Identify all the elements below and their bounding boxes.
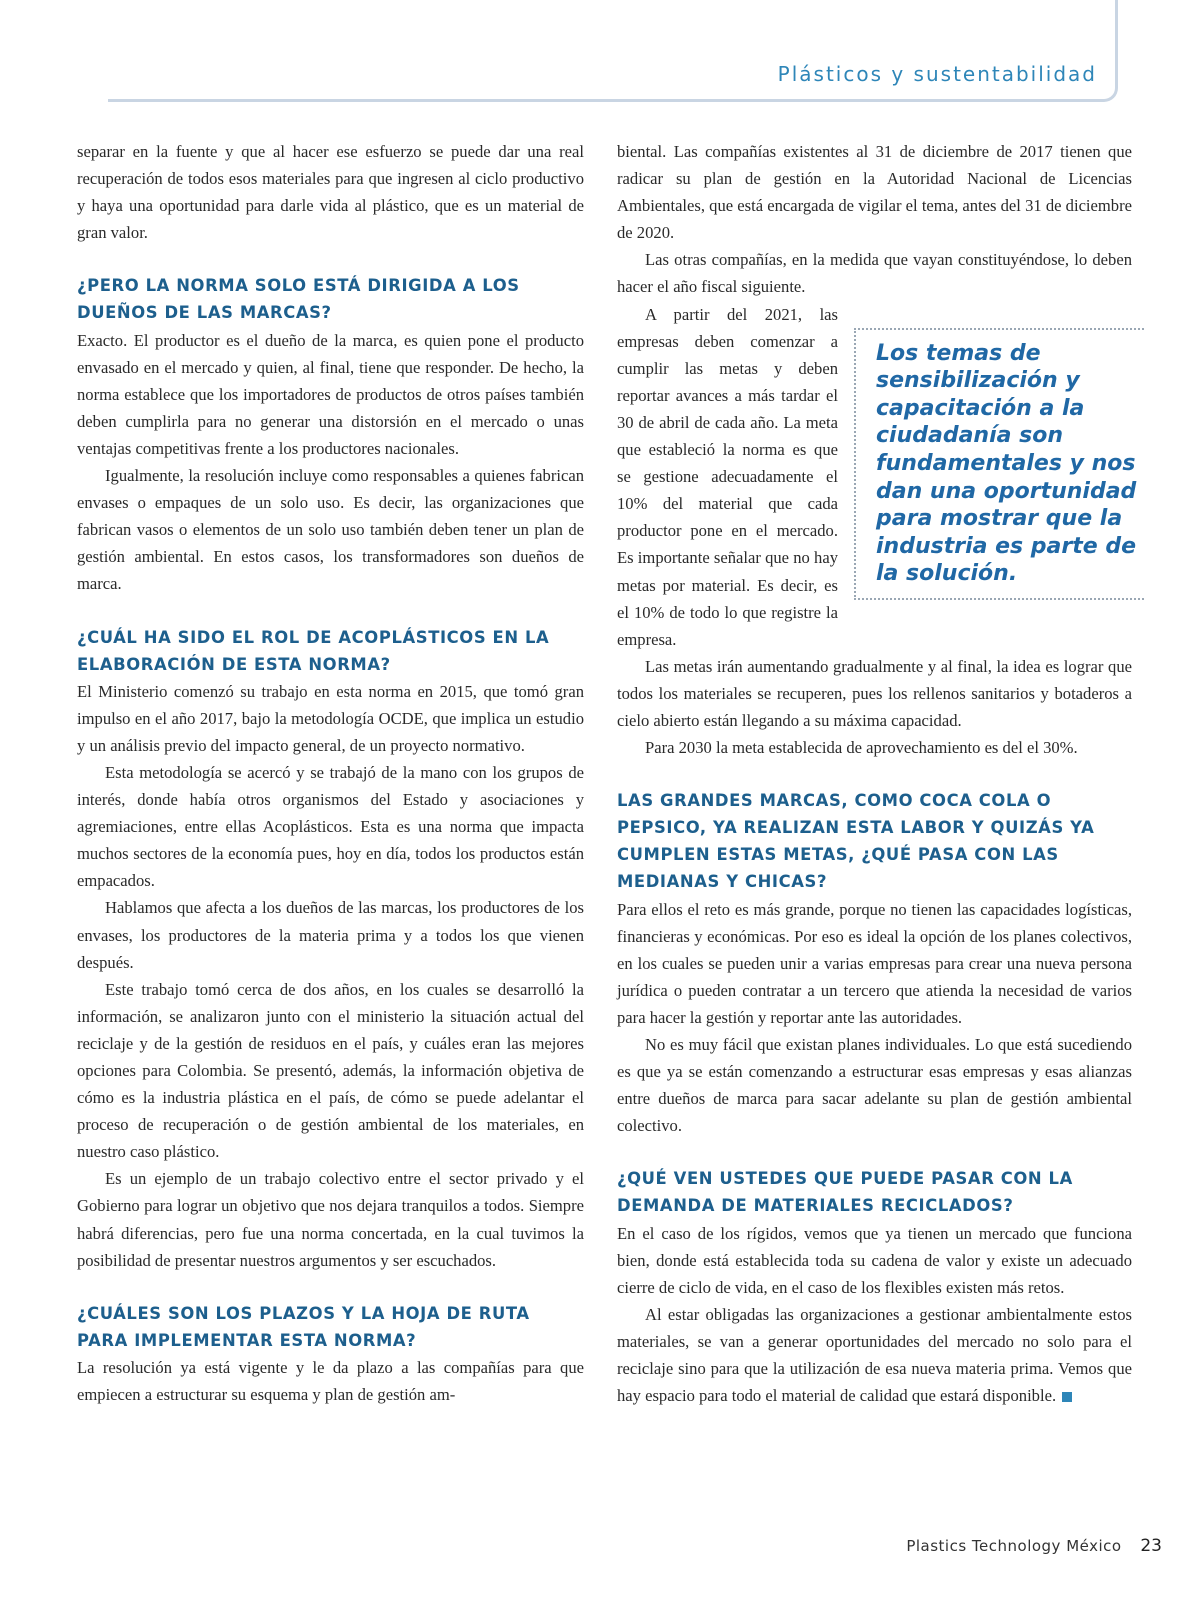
- paragraph: Esta metodología se acercó y se trabajó de la mano con los grupos de interés, donde había otros organismos del Estado y asociaciones y agremiaciones, entre ellas Acoplásticos. Esta es una norma que impacta muchos sectores de la economía pues, hoy en día, todos los productos están empacados.: [77, 762, 584, 891]
- left-column: [77, 138, 584, 1408]
- publication-name: Plastics Technology México: [906, 1537, 1122, 1555]
- paragraph: Igualmente, la resolución incluye como responsables a quienes fabrican envases o empaques de un solo uso. Es decir, las organizaciones que fabrican vasos o elementos de un solo uso también deben tener un plan de gestión ambiental. En estos casos, los transformadores son dueños de marca.: [77, 466, 584, 594]
- paragraph: Para 2030 la meta establecida de aprovechamiento es del el 30%.: [645, 738, 1078, 758]
- paragraph: [617, 1301, 1132, 1409]
- question-heading: LAS GRANDES MARCAS, COMO COCA COLA O PEPSICO, YA REALIZAN ESTA LABOR Y QUIZÁS YA CUMPLEN ESTAS METAS, ¿QUÉ PASA CON LAS MEDIANAS Y CHICAS?: [617, 791, 1095, 892]
- paragraph: No es muy fácil que existan planes individuales. Lo que está sucediendo es que ya se están comenzando a estructurar esas empresas y esas alianzas entre dueños de marca para sacar adelante su plan de gestión ambiental colectivo.: [617, 1035, 1132, 1136]
- paragraph: biental. Las compañías existentes al 31 de diciembre de 2017 tienen que radicar su plan de gestión en la Autoridad Nacional de Licencias Ambientales, que está encargada de vigilar el tema, antes del 31 de diciembre de 2020.: [617, 142, 1132, 243]
- paragraph-text: Al estar obligadas las organizaciones a gestionar ambientalmente estos materiales, se van a generar oportunidades del mercado no solo para el reciclaje sino para que la utilización de esa nueva materia prima. Vemos que hay espacio para todo el material de calidad que estará disponible.: [617, 1304, 1132, 1406]
- header-tab: [108, 0, 1118, 102]
- paragraph: El Ministerio comenzó su trabajo en esta norma en 2015, que tomó gran impulso en el año 2017, bajo la metodología OCDE, que implica un estudio y un análisis previo del impacto general, de un proyecto normativo.: [77, 681, 584, 755]
- paragraph-text: A partir del 2021, las empresas deben comenzar a cumplir las metas y deben reportar avances a más tardar el 30 de abril de cada año. La meta que estableció la norma es que se gestione adecuadamente el 10% del material que cada productor pone en el mercado. Es importante señalar que no hay metas por material. Es decir, es el 10% de todo lo que registre la empresa.: [617, 304, 838, 649]
- page-number: 23: [1140, 1536, 1162, 1556]
- paragraph: Para ellos el reto es más grande, porque no tienen las capacidades logísticas, financieras y económicas. Por eso es ideal la opción de los planes colectivos, en los cuales se pueden unir a varias empresas para crear una nueva persona jurídica o pueden contratar a un tercero que atienda la necesidad de varios para hacer la gestión y reportar ante las autoridades.: [617, 899, 1132, 1027]
- paragraph: Las metas irán aumentando gradualmente y al final, la idea es lograr que todos los materiales se recuperen, pues los rellenos sanitarios y botaderos a cielo abierto están llegando a su máxima capacidad.: [617, 656, 1132, 730]
- paragraph: En el caso de los rígidos, vemos que ya tienen un mercado que funciona bien, donde está establecida toda su cadena de valor y existe un adecuado cierre de ciclo de vida, en el caso de los flexibles existen más retos.: [617, 1223, 1132, 1297]
- paragraph: Hablamos que afecta a los dueños de las marcas, los productores de los envases, los productores de la materia prima y a todos los que vienen después.: [77, 898, 584, 972]
- question-heading: ¿QUÉ VEN USTEDES QUE PUEDE PASAR CON LA DEMANDA DE MATERIALES RECICLADOS?: [617, 1169, 1073, 1216]
- question-heading: ¿CUÁL HA SIDO EL ROL DE ACOPLÁSTICOS EN LA ELABORACIÓN DE ESTA NORMA?: [77, 627, 550, 674]
- pull-quote: Los temas de sensibilización y capacitación a la ciudadanía son fundamentales y nos dan una oportunidad para mostrar que la industria es parte de la solución.: [854, 328, 1144, 600]
- paragraph: Este trabajo tomó cerca de dos años, en los cuales se desarrolló la información, se analizaron junto con el ministerio la situación actual del reciclaje y de la gestión de residuos en el país, y cuáles eran las mejores opciones para Colombia. Se presentó, además, la información objetiva de cómo es la industria plástica en el país, de cómo se puede adelantar el proceso de recuperación o de gestión ambiental de los materiales, en nuestro caso plástico.: [77, 979, 584, 1162]
- pull-quote-wrap: [617, 301, 1137, 653]
- question-heading: ¿PERO LA NORMA SOLO ESTÁ DIRIGIDA A LOS DUEÑOS DE LAS MARCAS?: [77, 276, 520, 323]
- paragraph: Es un ejemplo de un trabajo colectivo entre el sector privado y el Gobierno para lograr un objetivo que nos dejara tranquilos a todos. Siempre habrá diferencias, pero fue una norma concertada, en la cual tuvimos la posibilidad de presentar nuestros argumentos y ser escuchados.: [77, 1169, 584, 1270]
- question-heading: ¿CUÁLES SON LOS PLAZOS Y LA HOJA DE RUTA PARA IMPLEMENTAR ESTA NORMA?: [77, 1303, 530, 1350]
- paragraph: La resolución ya está vigente y le da plazo a las compañías para que empiecen a estructurar su esquema y plan de gestión am-: [77, 1357, 584, 1405]
- section-title: Plásticos y sustentabilidad: [777, 62, 1097, 86]
- paragraph: separar en la fuente y que al hacer ese esfuerzo se puede dar una real recuperación de todos esos materiales para que ingresen al ciclo productivo y haya una oportunidad para darle vida al plástico, que es un material de gran valor.: [77, 142, 584, 243]
- end-mark-icon: [1062, 1392, 1072, 1402]
- right-column: [617, 138, 1137, 1409]
- page-footer: [906, 1536, 1162, 1556]
- paragraph: Las otras compañías, en la medida que vayan constituyéndose, lo deben hacer el año fiscal siguiente.: [617, 250, 1132, 297]
- paragraph: Exacto. El productor es el dueño de la marca, es quien pone el producto envasado en el mercado y quien, al final, tiene que responder. De hecho, la norma establece que los importadores de productos de otros países también deben cumplirla para no generar una distorsión en el mercado o unas ventajas competitivas frente a los productores nacionales.: [77, 330, 584, 458]
